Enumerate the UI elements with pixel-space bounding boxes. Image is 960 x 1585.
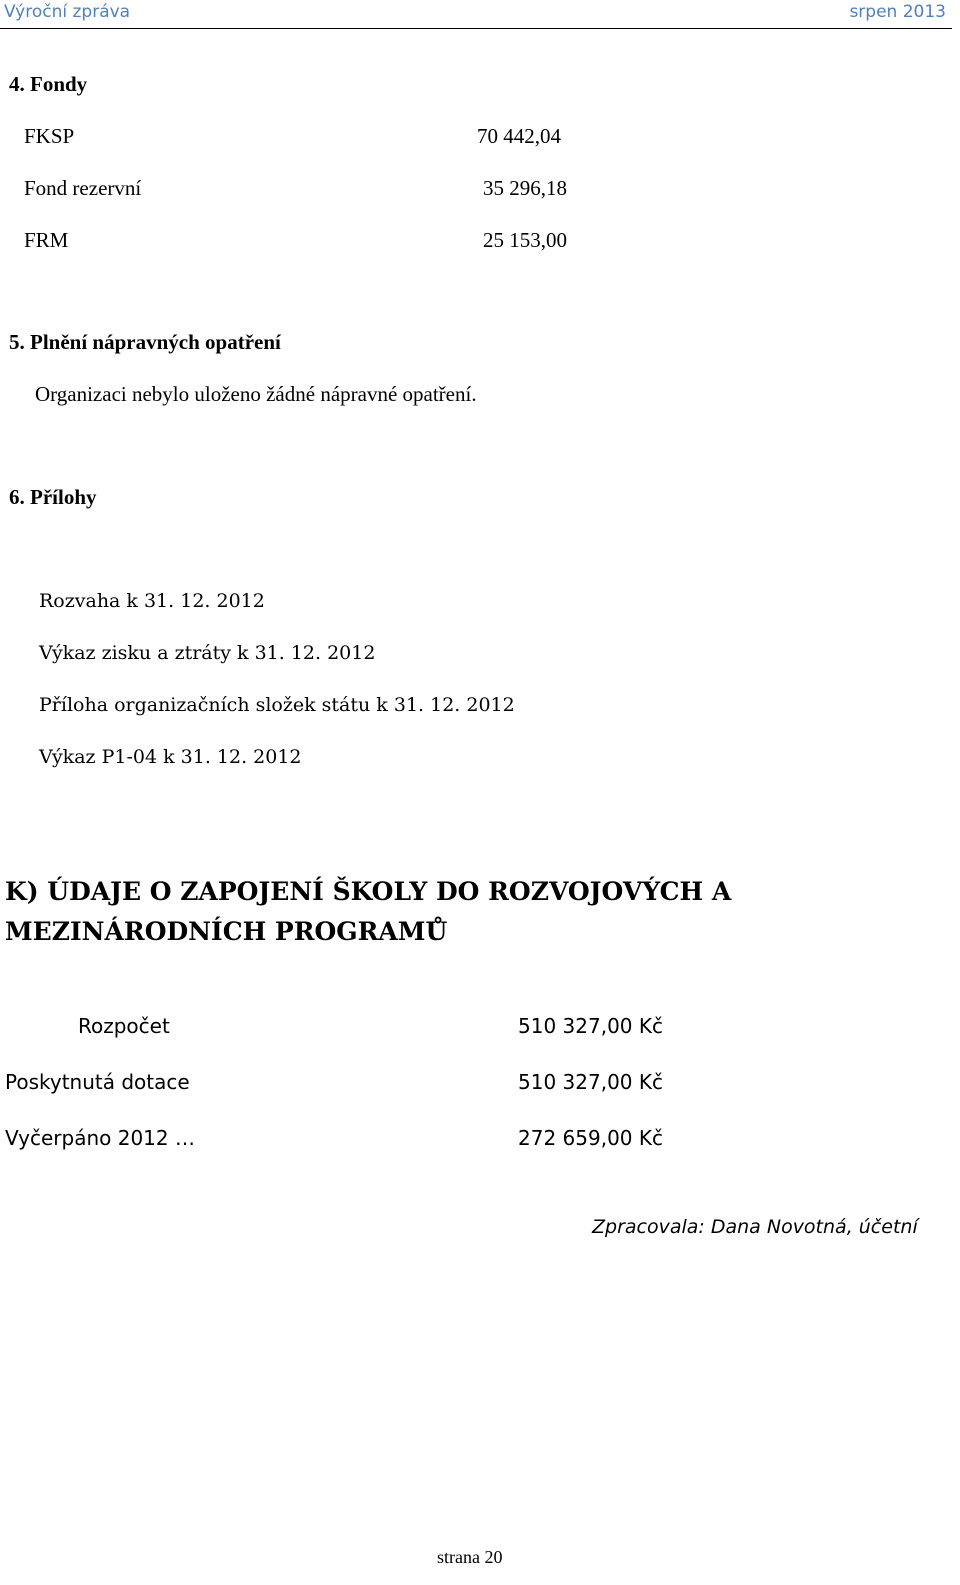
program-label: Poskytnutá dotace bbox=[5, 1070, 190, 1094]
priloha-item: Příloha organizačních složek státu k 31. 12. 2012 bbox=[39, 694, 515, 716]
priloha-item: Výkaz zisku a ztráty k 31. 12. 2012 bbox=[39, 642, 376, 664]
header-date: srpen 2013 bbox=[849, 2, 946, 22]
header-title: Výroční zpráva bbox=[4, 2, 131, 22]
fond-label: FKSP bbox=[24, 124, 75, 148]
fond-label: FRM bbox=[24, 228, 69, 252]
header-divider bbox=[0, 28, 952, 29]
signature: Zpracovala: Dana Novotná, účetní bbox=[592, 1216, 918, 1238]
fondy-heading: 4. Fondy bbox=[9, 72, 88, 96]
priloha-item: Výkaz P1-04 k 31. 12. 2012 bbox=[39, 746, 302, 768]
fond-value: 70 442,04 bbox=[477, 124, 561, 148]
opatreni-heading: 5. Plnění nápravných opatření bbox=[9, 330, 281, 354]
priloha-item: Rozvaha k 31. 12. 2012 bbox=[39, 590, 265, 612]
fond-value: 35 296,18 bbox=[483, 176, 567, 200]
program-value: 510 327,00 Kč bbox=[518, 1070, 663, 1094]
program-value: 272 659,00 Kč bbox=[518, 1126, 663, 1150]
program-label: Rozpočet bbox=[78, 1014, 170, 1038]
page-number: strana 20 bbox=[437, 1547, 503, 1567]
opatreni-text: Organizaci nebylo uloženo žádné nápravné opatření. bbox=[35, 382, 477, 406]
prilohy-heading: 6. Přílohy bbox=[9, 485, 97, 509]
program-value: 510 327,00 Kč bbox=[518, 1014, 663, 1038]
section-k-heading: K) ÚDAJE O ZAPOJENÍ ŠKOLY DO ROZVOJOVÝCH A MEZINÁRODNÍCH PROGRAMŮ bbox=[5, 877, 732, 946]
fond-label: Fond rezervní bbox=[24, 176, 142, 200]
fond-value: 25 153,00 bbox=[483, 228, 567, 252]
program-label: Vyčerpáno 2012 … bbox=[5, 1126, 195, 1150]
